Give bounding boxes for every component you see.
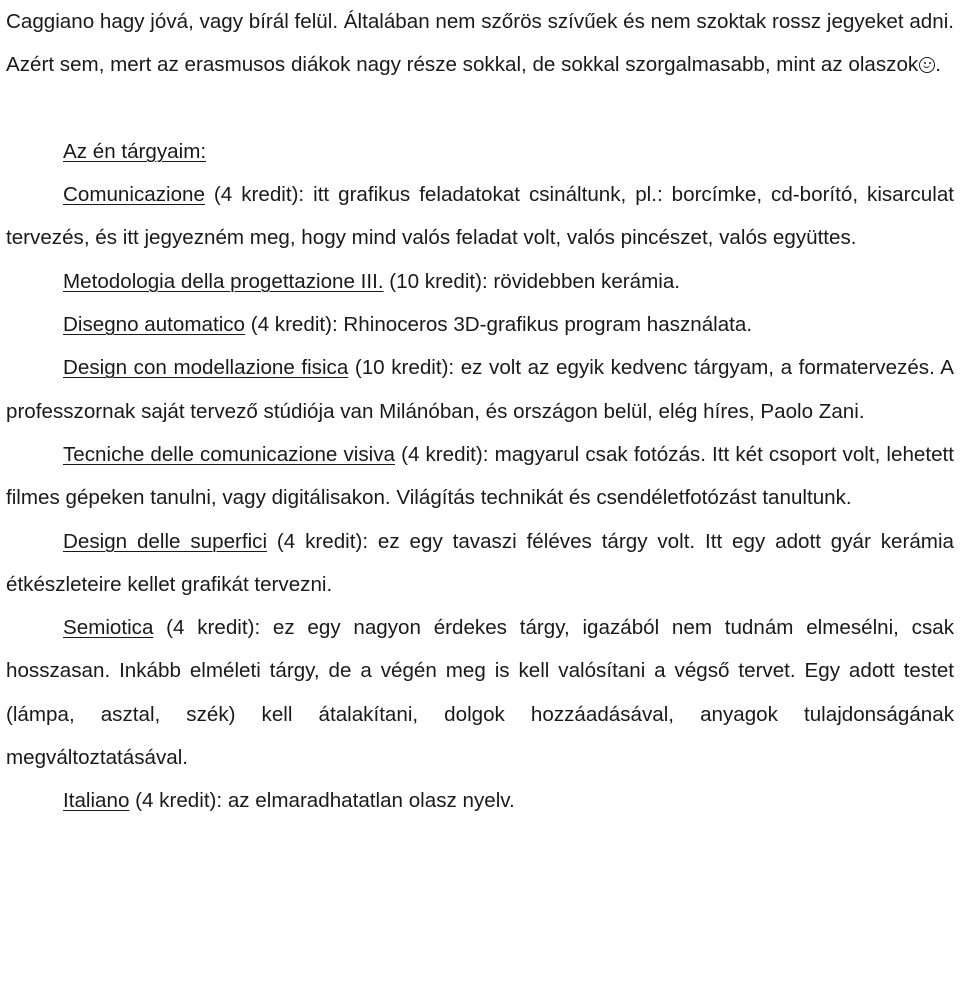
- course-italiano: [6, 779, 954, 822]
- course-desc: (10 kredit): ez volt az egyik kedvenc tárgyam, a formatervezés. A professzornak saját tervező stúdiója van Milánóban, és országon belül, elég híres, Paolo Zani.: [6, 356, 954, 423]
- course-design-superfici: [6, 520, 954, 607]
- course-desc: (4 kredit): ez egy tavaszi féléves tárgy volt. Itt egy adott gyár kerámia étkészleteire kellet grafikát tervezni.: [6, 529, 954, 596]
- section-heading: [6, 130, 954, 173]
- course-disegno-automatico: [6, 303, 954, 346]
- course-desc: (4 kredit): itt grafikus feladatokat csináltunk, pl.: borcímke, cd-borító, kisarculat tervezés, és itt jegyezném meg, hogy mind valós feladat volt, valós pincészet, valós együttes.: [6, 183, 954, 250]
- course-design-modellazione: [6, 346, 954, 433]
- course-desc: (4 kredit): magyarul csak fotózás. Itt két csoport volt, lehetett filmes gépeken tanulni, vagy digitálisakon. Világítás technikát és csendéletfotózást tanultunk.: [6, 442, 954, 510]
- course-name: Comunicazione: [63, 183, 205, 207]
- intro-paragraph: [6, 0, 954, 87]
- course-name: Design delle superfici: [63, 529, 268, 553]
- course-desc: (4 kredit): Rhinoceros 3D-grafikus program használata.: [245, 313, 753, 337]
- intro-text: Caggiano hagy jóvá, vagy bírál felül. Általában nem szőrös szívűek és nem szoktak rossz jegyeket adni. Azért sem, mert az erasmusos diákok nagy része sokkal, de sokkal szorgalmasabb, mint az olaszok: [6, 10, 954, 77]
- course-tecniche: [6, 433, 954, 520]
- course-desc: (4 kredit): ez egy nagyon érdekes tárgy, igazából nem tudnám elmesélni, csak hosszasan. Inkább elméleti tárgy, de a végén meg is kell valósítani a végső tervet. Egy adott testet (lámpa, asztal, szék) kell átalakítani, dolgok hozzáadásával, anyagok tulajdonságának megváltoztatásával.: [6, 616, 954, 770]
- heading-text: Az én tárgyaim:: [63, 139, 207, 163]
- course-name: Tecniche delle comunicazione visiva: [63, 442, 395, 466]
- smiley-icon: [919, 57, 935, 73]
- course-name: Design con modellazione fisica: [63, 356, 349, 380]
- course-comunicazione: [6, 173, 954, 260]
- document-page: [6, 0, 954, 823]
- course-desc: (4 kredit): az elmaradhatatlan olasz nyelv.: [129, 789, 515, 813]
- intro-end: .: [935, 53, 941, 77]
- course-name: Disegno automatico: [63, 313, 246, 337]
- course-name: Semiotica: [63, 616, 154, 640]
- course-name: Italiano: [63, 789, 130, 813]
- course-name: Metodologia della progettazione III.: [63, 269, 384, 293]
- course-semiotica: [6, 606, 954, 779]
- course-desc: (10 kredit): rövidebben kerámia.: [383, 269, 681, 293]
- paragraph-gap: [6, 87, 954, 130]
- course-metodologia: [6, 260, 954, 303]
